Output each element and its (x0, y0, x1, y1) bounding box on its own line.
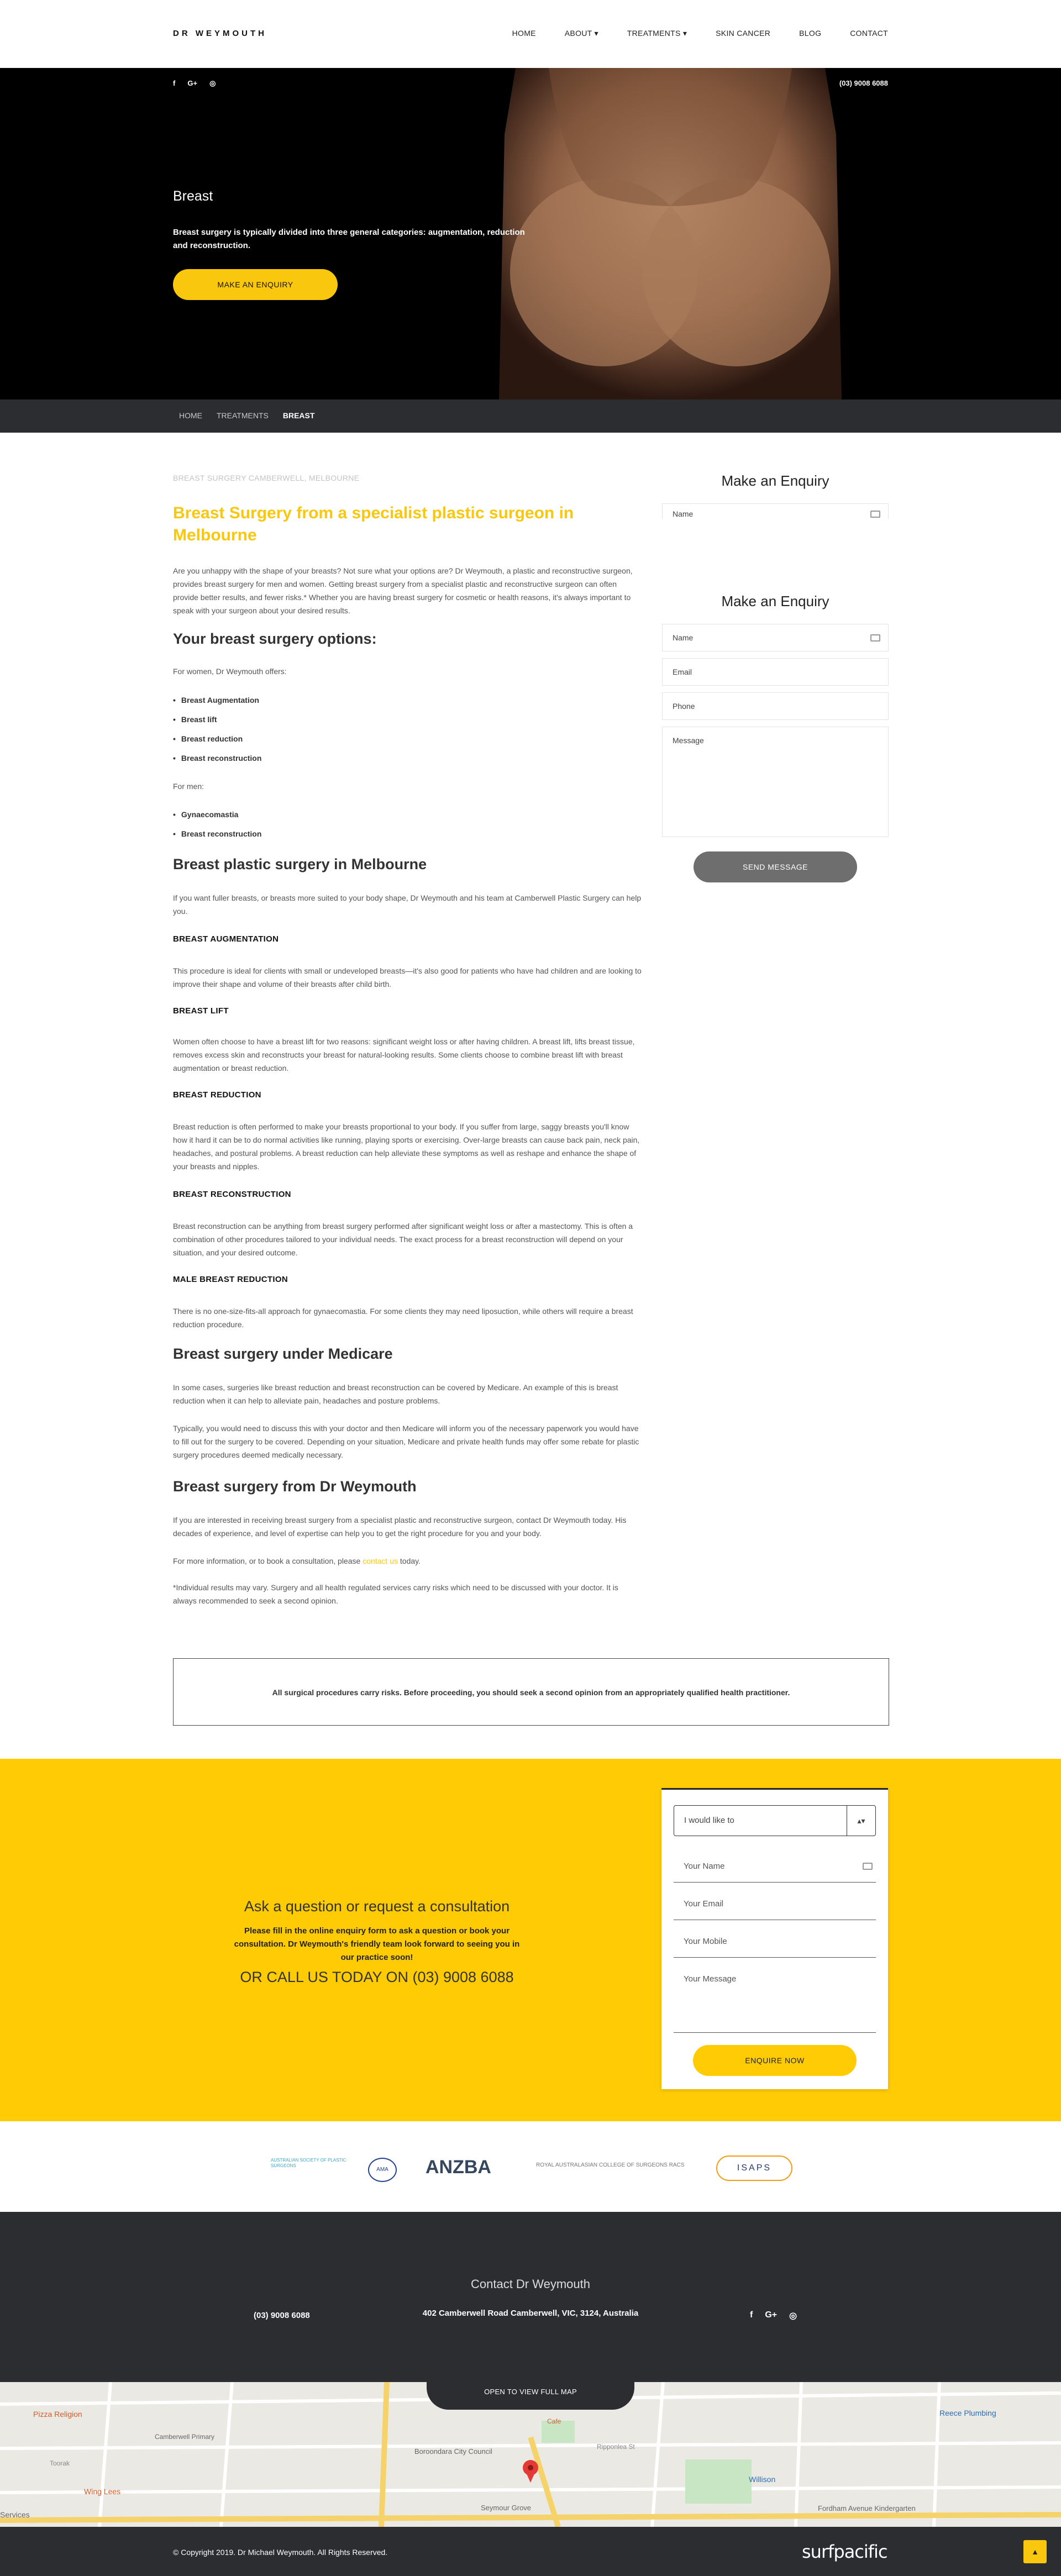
aspss-logo: AUSTRALIAN SOCIETY OF PLASTIC SURGEONS (271, 2158, 346, 2168)
breadcrumb-bar (0, 399, 1061, 433)
id-card-icon (863, 1863, 873, 1870)
risk-notice: All surgical procedures carry risks. Before proceeding, you should seek a second opinion from an appropriately qualified health practitioner. (173, 1658, 889, 1726)
cta-call: OR CALL US TODAY ON (03) 9008 6088 (240, 1969, 514, 1985)
cta-title: Ask a question or request a consultation (244, 1898, 510, 1915)
list-item: • Breast reconstruction (173, 754, 261, 763)
enquire-now-button[interactable]: ENQUIRE NOW (693, 2045, 857, 2076)
map-label: Camberwell Primary (155, 2433, 215, 2441)
footer-social (750, 2310, 797, 2321)
melbourne-text: If you want fuller breasts, or breasts more suited to your body shape, Dr Weymouth and his team at Camberwell Plastic Surgery can help you. (173, 893, 642, 916)
more-info-before: For more information, or to book a consultation, please (173, 1557, 363, 1565)
phone-field-label: Phone (673, 702, 695, 711)
reduction-text: Breast reduction is often performed to make your breasts proportional to your body. If you suffer from large, saggy breasts you'll know how it hard it can be to do normal activities like running, playing sports or exercising. Over-large breasts can cause back pain, neck pain, headaches, and postural problems. A breast reduction can help alleviate these symptoms as well as reshape and enhance the shape of your breasts and nipples. (173, 1122, 640, 1171)
breadcrumb (179, 411, 314, 420)
footer-phone[interactable]: (03) 9008 6088 (254, 2311, 310, 2320)
hero-phone[interactable]: (03) 9008 6088 (839, 79, 888, 87)
footer-title: Contact Dr Weymouth (470, 2277, 590, 2291)
reconstruction-text: Breast reconstruction can be anything from breast surgery performed after significant weight loss or after a mastectomy. This is often a combination of other procedures tailored to your individual needs. The exact process for a breast reconstruction will depend on your situation, and your desired outcome. (173, 1222, 633, 1257)
name-field-label: Name (673, 633, 694, 642)
nav-skin-cancer[interactable]: SKIN CANCER (716, 29, 771, 38)
augmentation-text: This procedure is ideal for clients with small or undeveloped breasts—it's also good for patients who have had children and are looking to improve their shape and volume of their breasts after child birth. (173, 966, 642, 989)
footer-address: 402 Camberwell Road Camberwell, VIC, 3124, Australia (422, 2309, 639, 2318)
name-field-partial[interactable] (662, 503, 889, 519)
map-label: Willison (749, 2475, 776, 2484)
map-label: Boroondara City Council (414, 2447, 492, 2456)
instagram-icon[interactable]: ◎ (789, 2311, 797, 2321)
melbourne-heading: Breast plastic surgery in Melbourne (173, 856, 427, 872)
hero-banner (0, 68, 1061, 399)
your-message-label: Your Message (684, 1974, 737, 1984)
lift-text: Women often choose to have a breast lift for two reasons: significant weight loss or after having children. A breast lift, lifts breast tissue, removes excess skin and reconstructs your breast for natural-looking results. Some clients choose to combine breast lift with breast augmentation or breast reduction. (173, 1037, 635, 1073)
ama-logo: AMA (368, 2158, 397, 2182)
name-field-partial-label: Name (673, 509, 694, 518)
reconstruction-heading: BREAST RECONSTRUCTION (173, 1190, 291, 1199)
map-label: Seymour Grove (481, 2504, 532, 2512)
site-logo[interactable]: DR WEYMOUTH (173, 29, 267, 38)
sidebar-heading-2: Make an Enquiry (721, 593, 829, 609)
more-info-after: today. (398, 1557, 421, 1565)
disclaimer-text: *Individual results may vary. Surgery and all health regulated services carry risks which need to be discussed with your doctor. It is always recommended to seek a second opinion. (173, 1583, 618, 1605)
consultation-form (661, 1788, 888, 2089)
send-message-button[interactable]: SEND MESSAGE (694, 851, 857, 882)
hero-image (493, 68, 847, 399)
your-email-field[interactable] (674, 1887, 876, 1920)
list-item: • Breast reduction (173, 734, 243, 743)
location-map[interactable] (0, 2382, 1061, 2527)
anzba-logo: ANZBA (426, 2157, 491, 2178)
hero-subtitle: Breast surgery is typically divided into three general categories: augmentation, reduction and reconstruction. (173, 228, 525, 250)
list-item: • Breast lift (173, 715, 217, 724)
list-item: • Breast reconstruction (173, 829, 261, 838)
medicare-text-1: In some cases, surgeries like breast reduction and breast reconstruction can be covered by Medicare. An example of this is breast reduction when it can help to alleviate pain, headaches and posture problems. (173, 1383, 618, 1405)
medicare-heading: Breast surgery under Medicare (173, 1345, 393, 1362)
your-name-label: Your Name (684, 1862, 725, 1871)
racs-logo: ROYAL AUSTRALASIAN COLLEGE OF SURGEONS RACS (536, 2162, 685, 2168)
chevron-updown-icon[interactable]: ▴▾ (847, 1806, 875, 1836)
chevron-up-icon: ▲ (1031, 2547, 1039, 2556)
your-mobile-field[interactable] (674, 1925, 876, 1958)
male-reduction-heading: MALE BREAST REDUCTION (173, 1275, 288, 1284)
facebook-icon[interactable]: f (173, 79, 176, 87)
nav-home[interactable]: HOME (512, 29, 536, 38)
map-label: Reece Plumbing (939, 2409, 996, 2417)
cta-subtitle: Please fill in the online enquiry form to ask a question or book your consultation. Dr Weymouth's friendly team look forward to seeing you in our practice soon! (234, 1926, 520, 1962)
medicare-text-2: Typically, you would need to discuss this with your doctor and then Medicare will inform you of the necessary paperwork you would have to fill out for the surgery to be covered. Depending on your situation, Medicare and private health funds may offer some rebate for plastic surgery procedures deemed medically necessary. (173, 1424, 639, 1459)
copyright-bar (0, 2527, 1061, 2576)
open-full-map-button[interactable]: OPEN TO VIEW FULL MAP (427, 2382, 634, 2410)
options-heading: Your breast surgery options: (173, 630, 377, 647)
google-plus-icon[interactable]: G+ (187, 79, 198, 87)
id-card-icon (870, 511, 880, 518)
hero-social (173, 79, 216, 88)
id-card-icon (870, 634, 880, 642)
agency-logo[interactable]: surfpacific (802, 2541, 887, 2562)
breadcrumb-current: BREAST (282, 411, 315, 420)
list-item: • Breast Augmentation (173, 696, 259, 705)
your-email-label: Your Email (684, 1899, 723, 1909)
consultation-section (0, 1759, 1061, 2121)
hero-title: Breast (173, 188, 213, 204)
breadcrumb-home[interactable]: HOME (179, 411, 202, 420)
google-plus-icon[interactable]: G+ (765, 2310, 778, 2320)
map-label: Wing Lees (84, 2487, 121, 2496)
from-dr-text: If you are interested in receiving breast surgery from a specialist plastic and reconstructive surgeon, contact Dr Weymouth today. His decades of experience, and level of expertise can help you to get the right procedure for you and your body. (173, 1516, 627, 1538)
name-field[interactable] (662, 624, 889, 651)
map-label: Services (0, 2510, 30, 2519)
map-label: Cafe (547, 2417, 561, 2425)
make-enquiry-button[interactable]: MAKE AN ENQUIRY (173, 269, 338, 300)
message-field[interactable] (662, 727, 889, 837)
intro-text: Are you unhappy with the shape of your breasts? Not sure what your options are? Dr Weymouth, a plastic and reconstructive surgeon, provides breast surgery for men and women. Getting breast surgery from a specialist plastic and reconstructive surgeon can often provide better results, and fewer risks.* Whether you are having breast surgery for cosmetic or health reasons, it's always important to speak with your surgeon about your desired results. (173, 566, 633, 615)
message-field-label: Message (673, 736, 704, 745)
your-mobile-label: Your Mobile (684, 1937, 727, 1946)
email-field-label: Email (673, 667, 692, 676)
facebook-icon[interactable]: f (750, 2310, 753, 2320)
nav-about[interactable]: ABOUT ▾ (564, 29, 598, 38)
site-header (0, 0, 1061, 68)
enquiry-type-value: I would like to (684, 1816, 734, 1825)
isaps-logo: ISAPS (716, 2156, 792, 2181)
email-field[interactable] (662, 658, 889, 686)
lift-heading: BREAST LIFT (173, 1006, 229, 1016)
copyright-text: © Copyright 2019. Dr Michael Weymouth. All Rights Reserved. (173, 2548, 388, 2557)
contact-us-link[interactable]: contact us (363, 1557, 398, 1565)
main-nav (484, 29, 888, 38)
your-message-field[interactable] (674, 1962, 876, 2033)
your-name-field[interactable] (674, 1849, 876, 1883)
map-label: Fordham Avenue Kindergarten (818, 2504, 916, 2512)
more-info-text (173, 1554, 421, 1568)
footer-contact (0, 2212, 1061, 2382)
nav-contact[interactable]: CONTACT (850, 29, 888, 38)
page-title: Breast Surgery from a specialist plastic surgeon in Melbourne (173, 504, 574, 544)
phone-field[interactable] (662, 692, 889, 720)
augmentation-heading: BREAST AUGMENTATION (173, 934, 279, 944)
men-label: For men: (173, 782, 204, 791)
accreditation-logos (0, 2121, 1061, 2212)
sidebar-heading-1: Make an Enquiry (721, 472, 829, 489)
map-label: Toorak (50, 2459, 70, 2467)
male-reduction-text: There is no one-size-fits-all approach for gynaecomastia. For some clients they may need liposuction, while others will require a breast reduction procedure. (173, 1307, 633, 1329)
breadcrumb-treatments[interactable]: TREATMENTS (217, 411, 269, 420)
nav-treatments[interactable]: TREATMENTS ▾ (627, 29, 687, 38)
from-dr-heading: Breast surgery from Dr Weymouth (173, 1478, 417, 1495)
map-label: Pizza Religion (33, 2410, 82, 2419)
reduction-heading: BREAST REDUCTION (173, 1090, 261, 1100)
women-label: For women, Dr Weymouth offers: (173, 667, 287, 676)
page-kicker: BREAST SURGERY CAMBERWELL, MELBOURNE (173, 474, 360, 482)
list-item: • Gynaecomastia (173, 810, 238, 819)
back-to-top-button[interactable] (1023, 2540, 1047, 2563)
enquiry-type-select[interactable] (674, 1805, 876, 1836)
nav-blog[interactable]: BLOG (799, 29, 822, 38)
map-label: Ripponlea St (597, 2443, 635, 2451)
instagram-icon[interactable]: ◎ (209, 79, 216, 87)
main-content (0, 433, 1061, 1759)
